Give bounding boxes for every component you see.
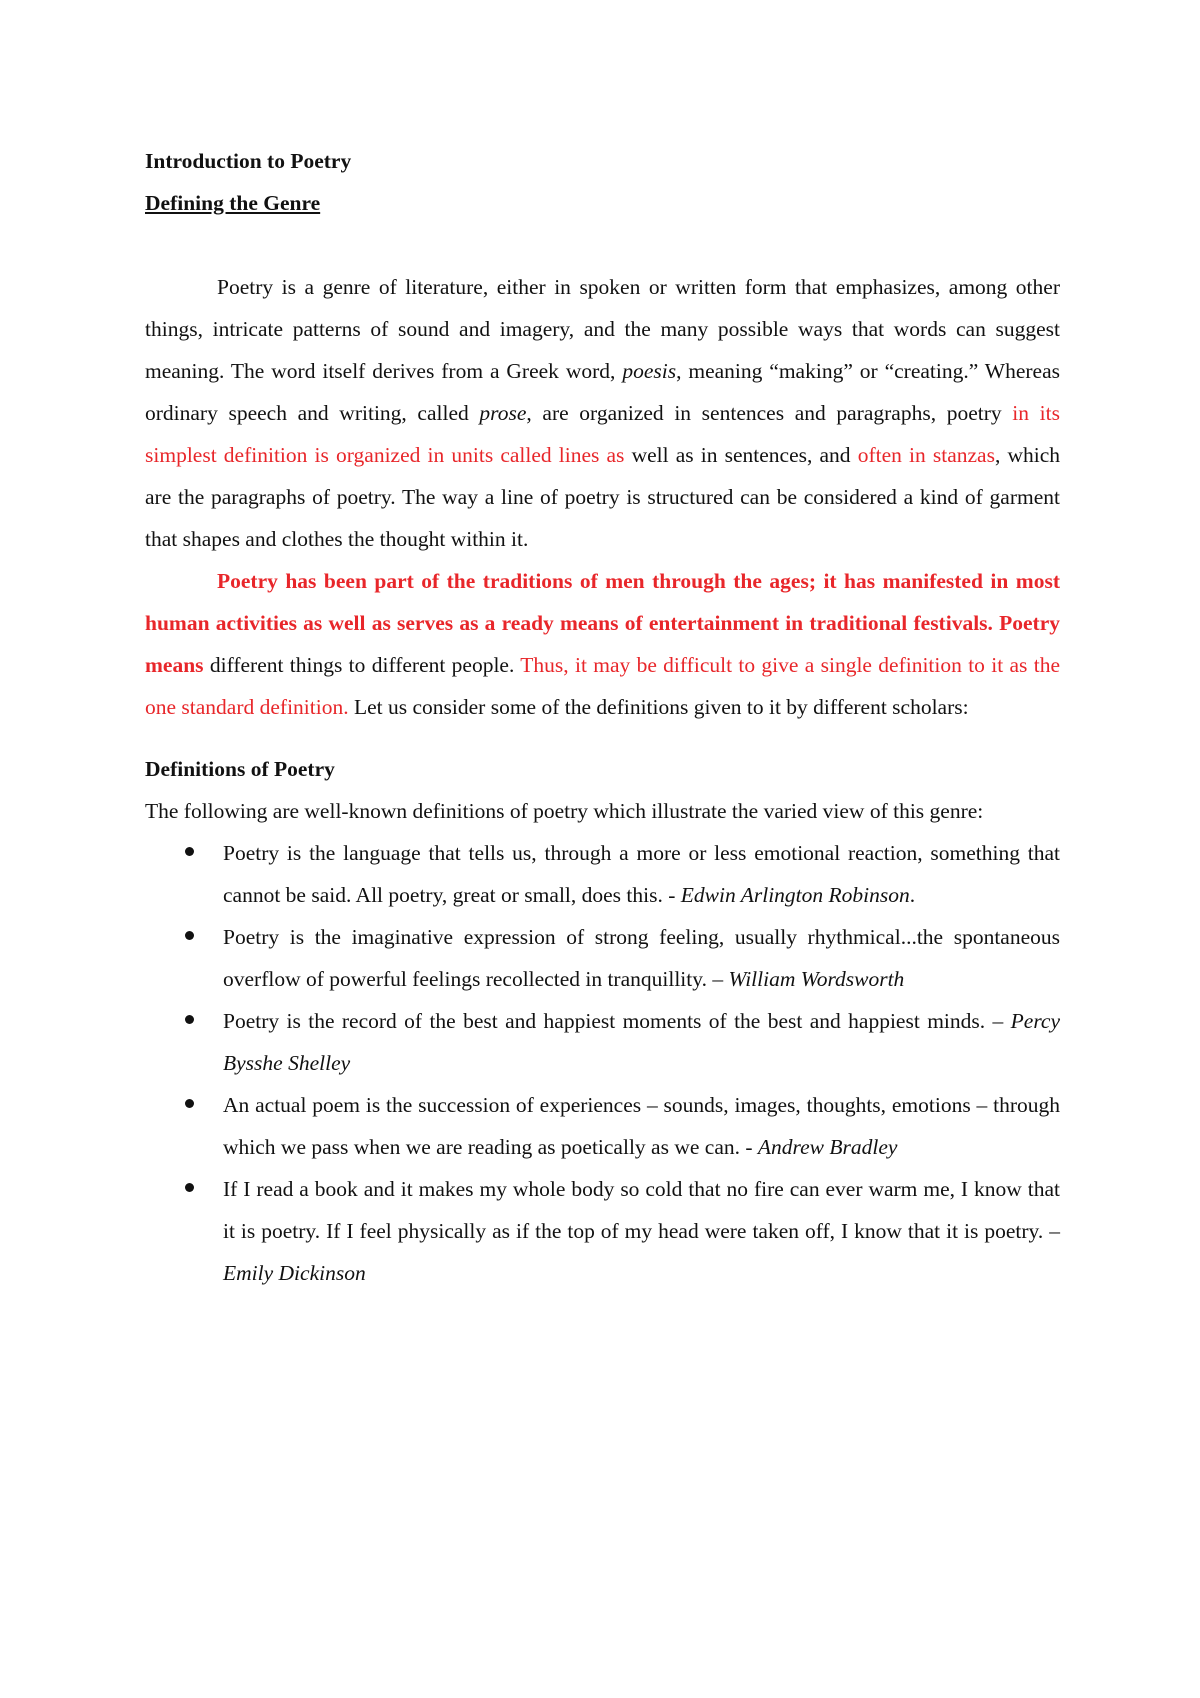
list-item bbox=[145, 916, 1060, 1000]
highlight-lines: in its simplest definition is organized in units called lines as bbox=[145, 401, 1060, 467]
paragraph-text: , meaning “making” or “creating.” Whereas ordinary speech and writing, called bbox=[145, 359, 1061, 425]
definition-tail: . bbox=[909, 883, 916, 907]
definition-text: Poetry is the language that tells us, through a more or less emotional reaction, something that cannot be said. All poetry, great or small, does this. - bbox=[223, 841, 1060, 907]
paragraph-text: Let us consider some of the definitions given to it by different scholars: bbox=[348, 695, 969, 719]
definition-text: Poetry is the record of the best and happiest moments of the best and happiest minds. – bbox=[223, 1009, 1011, 1033]
definition-text: An actual poem is the succession of experiences – sounds, images, thoughts, emotions – through which we pass when we are reading as poetically as we can. - bbox=[223, 1093, 1060, 1159]
definition-text: Poetry is the imaginative expression of strong feeling, usually rhythmical...the spontaneous overflow of powerful feelings recollected in tranquillity. – bbox=[223, 925, 1060, 991]
list-item bbox=[145, 1168, 1060, 1294]
paragraph-traditions bbox=[145, 560, 1060, 728]
definition-text: If I read a book and it makes my whole body so cold that no fire can ever warm me, I know that it is poetry. If I feel physically as if the top of my head were taken off, I know that it is poetry. – bbox=[223, 1177, 1060, 1243]
definition-author: Emily Dickinson bbox=[223, 1261, 366, 1285]
paragraph-text: different things to different people. bbox=[203, 653, 521, 677]
bullet-icon bbox=[185, 1183, 194, 1192]
term-prose: prose bbox=[479, 401, 527, 425]
paragraph-text: Poetry is a genre of literature, either in spoken or written form that emphasizes, among other things, intricate patterns of sound and imagery, and the many possible ways that words can suggest meaning. The word itself derives from a Greek word, bbox=[145, 275, 1060, 383]
definition-author: Andrew Bradley bbox=[757, 1135, 898, 1159]
list-item bbox=[145, 1084, 1060, 1168]
paragraph-genre-definition bbox=[145, 266, 1060, 560]
list-item bbox=[145, 832, 1060, 916]
definitions-list bbox=[145, 832, 1060, 1294]
highlight-difficult: Thus, it may be difficult to give a single definition to it as the one standard definition. bbox=[145, 653, 1060, 719]
definition-author: William Wordsworth bbox=[728, 967, 905, 991]
definition-author: Edwin Arlington Robinson bbox=[680, 883, 910, 907]
term-poesis: poesis bbox=[622, 359, 677, 383]
paragraph-text: , are organized in sentences and paragraphs, poetry bbox=[526, 401, 1013, 425]
list-item bbox=[145, 1000, 1060, 1084]
document-title: Introduction to Poetry bbox=[145, 149, 352, 173]
paragraph-text: , which are the paragraphs of poetry. The way a line of poetry is structured can be considered a kind of garment that shapes and clothes the thought within it. bbox=[145, 443, 1061, 551]
section-heading-definitions: Definitions of Poetry bbox=[145, 757, 335, 781]
document-subtitle: Defining the Genre bbox=[145, 191, 321, 215]
paragraph-text: well as in sentences, and bbox=[624, 443, 858, 467]
bullet-icon bbox=[185, 1099, 194, 1108]
document-body bbox=[145, 140, 1060, 1294]
definition-author: Percy Bysshe Shelley bbox=[223, 1009, 1060, 1075]
highlight-traditions: Poetry has been part of the traditions of men through the ages; it has manifested in most human activities as well as serves as a ready means of entertainment in traditional festivals. Poetry means bbox=[145, 569, 1060, 677]
bullet-icon bbox=[185, 931, 194, 940]
bullet-icon bbox=[185, 847, 194, 856]
section-intro: The following are well-known definitions of poetry which illustrate the varied view of this genre: bbox=[145, 799, 984, 823]
bullet-icon bbox=[185, 1015, 194, 1024]
highlight-stanzas: often in stanzas bbox=[857, 443, 995, 467]
